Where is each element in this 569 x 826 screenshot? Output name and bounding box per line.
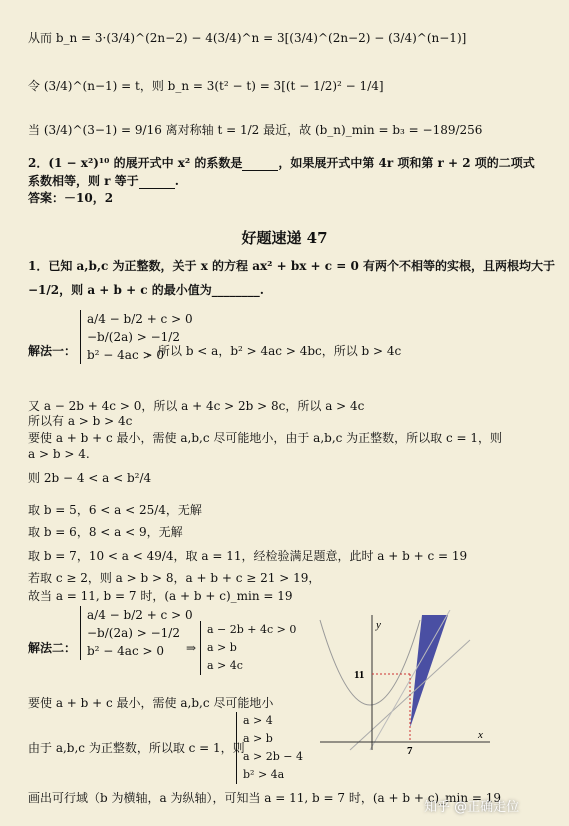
solution-2-system: a/4 − b/2 + c > 0 −b/(2a) > −1/2 b² − 4ac > 0 (80, 606, 193, 660)
solution-2-system-3: a > 4 a > b a > 2b − 4 b² > 4a (236, 712, 303, 784)
sol1-step-3: 要使 a + b + c 最小，需使 a,b,c 尽可能地小，由于 a,b,c 为正整数，所以取 c = 1，则 (28, 431, 503, 445)
x-axis-label: x (478, 729, 483, 741)
answer: 答案：－10，2 (28, 191, 114, 205)
sol1-step-8: 取 b = 7，10 < a < 49/4，取 a = 11，经检验满足题意，此时 a + b + c = 19 (28, 549, 468, 563)
question-2: 2．(1 − x²)¹⁰ 的展开式中 x² 的系数是 ，如果展开式中第 4r 项和第 r + 2 项的二项式 (28, 156, 535, 170)
y-axis-label: y (376, 619, 381, 631)
sol1-step-1: 又 a − 2b + 4c > 0，所以 a + 4c > 2b > 8c，所以 a > 4c (28, 399, 365, 413)
implies-arrow: ⇒ (186, 641, 197, 655)
problem-line-1: 1．已知 a,b,c 为正整数，关于 x 的方程 ax² + bx + c = 0 有两个不相等的实根，且两根均大于 (28, 259, 556, 273)
tick-label-11: 11 (354, 669, 365, 681)
line-1: 从而 b_n = 3·(3/4)^(2n−2) − 4(3/4)^n = 3[(3/4)^(2n−2) − (3/4)^(n−1)] (28, 31, 467, 45)
solution-1-tail: ，所以 b < a，b² > 4ac > 4bc，所以 b > 4c (146, 344, 402, 358)
line-2: 令 (3/4)^(n−1) = t，则 b_n = 3(t² − t) = 3[(t − 1/2)² − 1/4] (28, 79, 384, 93)
sol2-step-3: 画出可行域（b 为横轴，a 为纵轴），可知当 a = 11, b = 7 时，(a + b + c)_min = 19 (28, 791, 502, 805)
tick-label-7: 7 (407, 745, 413, 756)
question-2-cont: 系数相等，则 r 等于 . (28, 174, 179, 188)
solution-1-label: 解法一： (28, 344, 77, 358)
line-3: 当 (3/4)^(3−1) = 9/16 离对称轴 t = 1/2 最近，故 (b_n)_min = b₃ = −189/256 (28, 123, 483, 137)
sol1-step-9: 若取 c ≥ 2，则 a > b > 8，a + b + c ≥ 21 > 19， (28, 571, 321, 585)
watermark: 知乎 @正确走位 (424, 800, 520, 815)
problem-line-2: −1/2，则 a + b + c 的最小值为________. (28, 283, 264, 297)
sol1-step-7: 取 b = 6，8 < a < 9，无解 (28, 525, 183, 539)
sol1-step-10: 故当 a = 11, b = 7 时，(a + b + c)_min = 19 (28, 589, 293, 603)
section-title: 好题速递 47 (241, 229, 328, 247)
sol2-step-1: 要使 a + b + c 最小，需使 a,b,c 尽可能地小 (28, 696, 274, 710)
sol1-step-4: a > b > 4. (28, 447, 90, 461)
sol2-step-2: 由于 a,b,c 为正整数，所以取 c = 1，则 (28, 741, 245, 755)
solution-2-label: 解法二： (28, 641, 77, 655)
feasible-region-graph (310, 610, 494, 756)
sol1-step-2: 所以有 a > b > 4c (28, 414, 133, 428)
sol1-step-5: 则 2b − 4 < a < b²/4 (28, 471, 152, 485)
sol1-step-6: 取 b = 5，6 < a < 25/4，无解 (28, 503, 202, 517)
solution-2-system-2: a − 2b + 4c > 0 a > b a > 4c (200, 621, 296, 675)
solution-1-system: a/4 − b/2 + c > 0 −b/(2a) > −1/2 b² − 4ac > 0 (80, 310, 193, 364)
